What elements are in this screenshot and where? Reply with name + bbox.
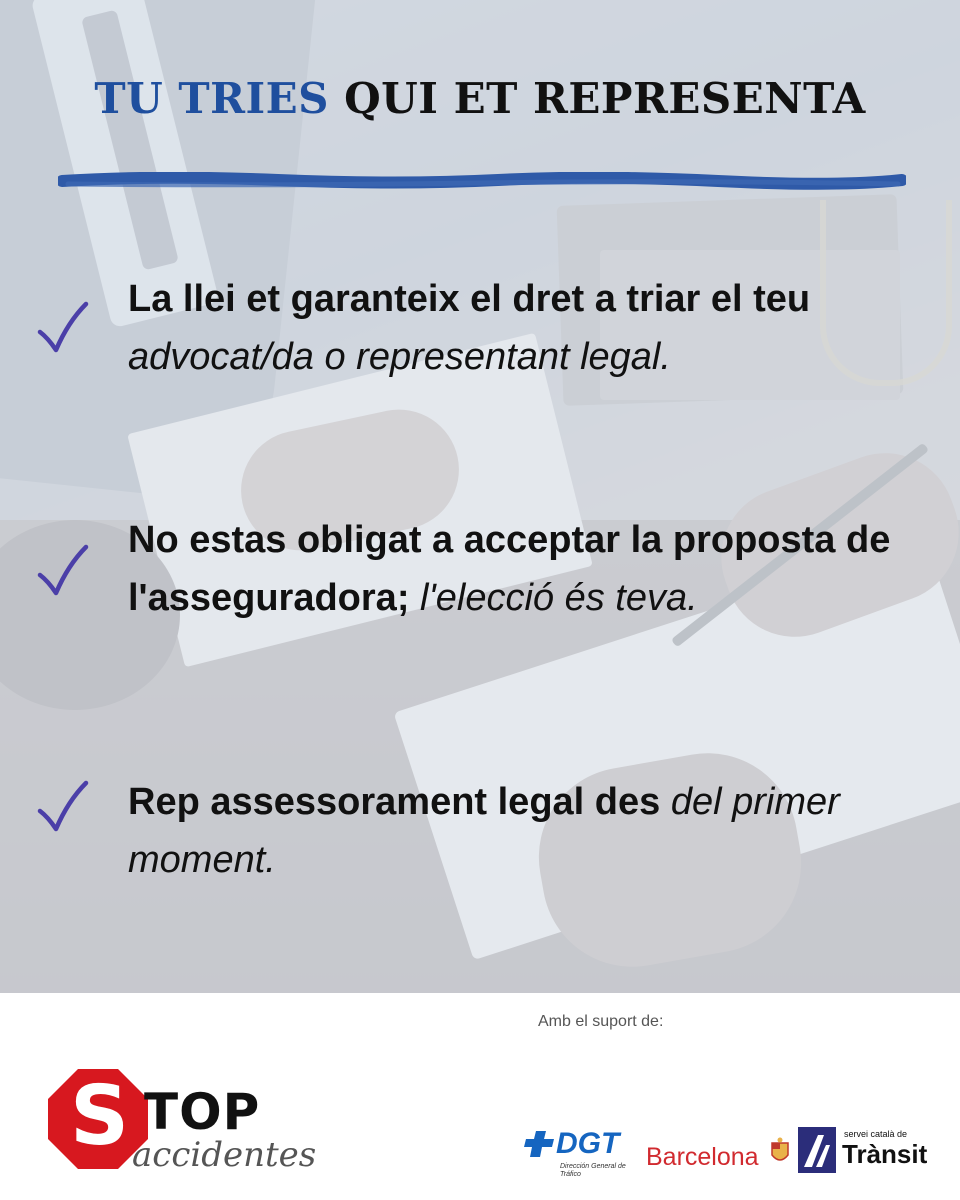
item-italic-text: l'elecció és teva. (420, 577, 698, 619)
item-bold-text: Rep assessorament legal des (128, 781, 661, 823)
item-text (128, 511, 908, 627)
stop-logo-word: TOP (144, 1083, 261, 1141)
title-accent: TU TRIES (94, 74, 329, 123)
checkmark-icon (34, 777, 94, 837)
item-text (128, 270, 908, 386)
transit-logo-word: Trànsit (842, 1139, 928, 1169)
transit-mark-icon (798, 1127, 836, 1173)
page-title (0, 74, 960, 123)
stop-logo-sub: accidentes (132, 1135, 317, 1175)
checkmark-icon (34, 298, 94, 358)
barcelona-shield-icon (770, 1137, 790, 1165)
item-italic-text: del primer moment. (128, 781, 840, 881)
stop-logo-letter: S (70, 1069, 130, 1164)
title-rest: QUI ET REPRESENTA (344, 74, 866, 123)
item-italic-text: advocat/da o representant legal. (128, 336, 671, 378)
servei-catala-transit-logo (798, 1123, 958, 1183)
dgt-logo (524, 1123, 634, 1187)
footer (0, 993, 960, 1200)
dgt-logo-word: DGT (556, 1127, 620, 1160)
transit-logo-sub: servei català de (844, 1129, 908, 1139)
dgt-logo-sub: Dirección General de Tráfico (560, 1163, 626, 1178)
brush-stroke-divider (58, 172, 906, 190)
stop-accidentes-logo (48, 1069, 317, 1179)
item-bold-text: No estas obligat a acceptar la proposta de l'asseguradora; (128, 519, 891, 619)
barcelona-logo-word: Barcelona (646, 1143, 759, 1171)
support-label: Amb el suport de: (538, 1013, 664, 1030)
dgt-mark-icon (524, 1129, 558, 1163)
item-text (128, 773, 908, 889)
item-bold-text: La llei et garanteix el dret a triar el teu (128, 278, 811, 320)
checkmark-icon (34, 541, 94, 601)
